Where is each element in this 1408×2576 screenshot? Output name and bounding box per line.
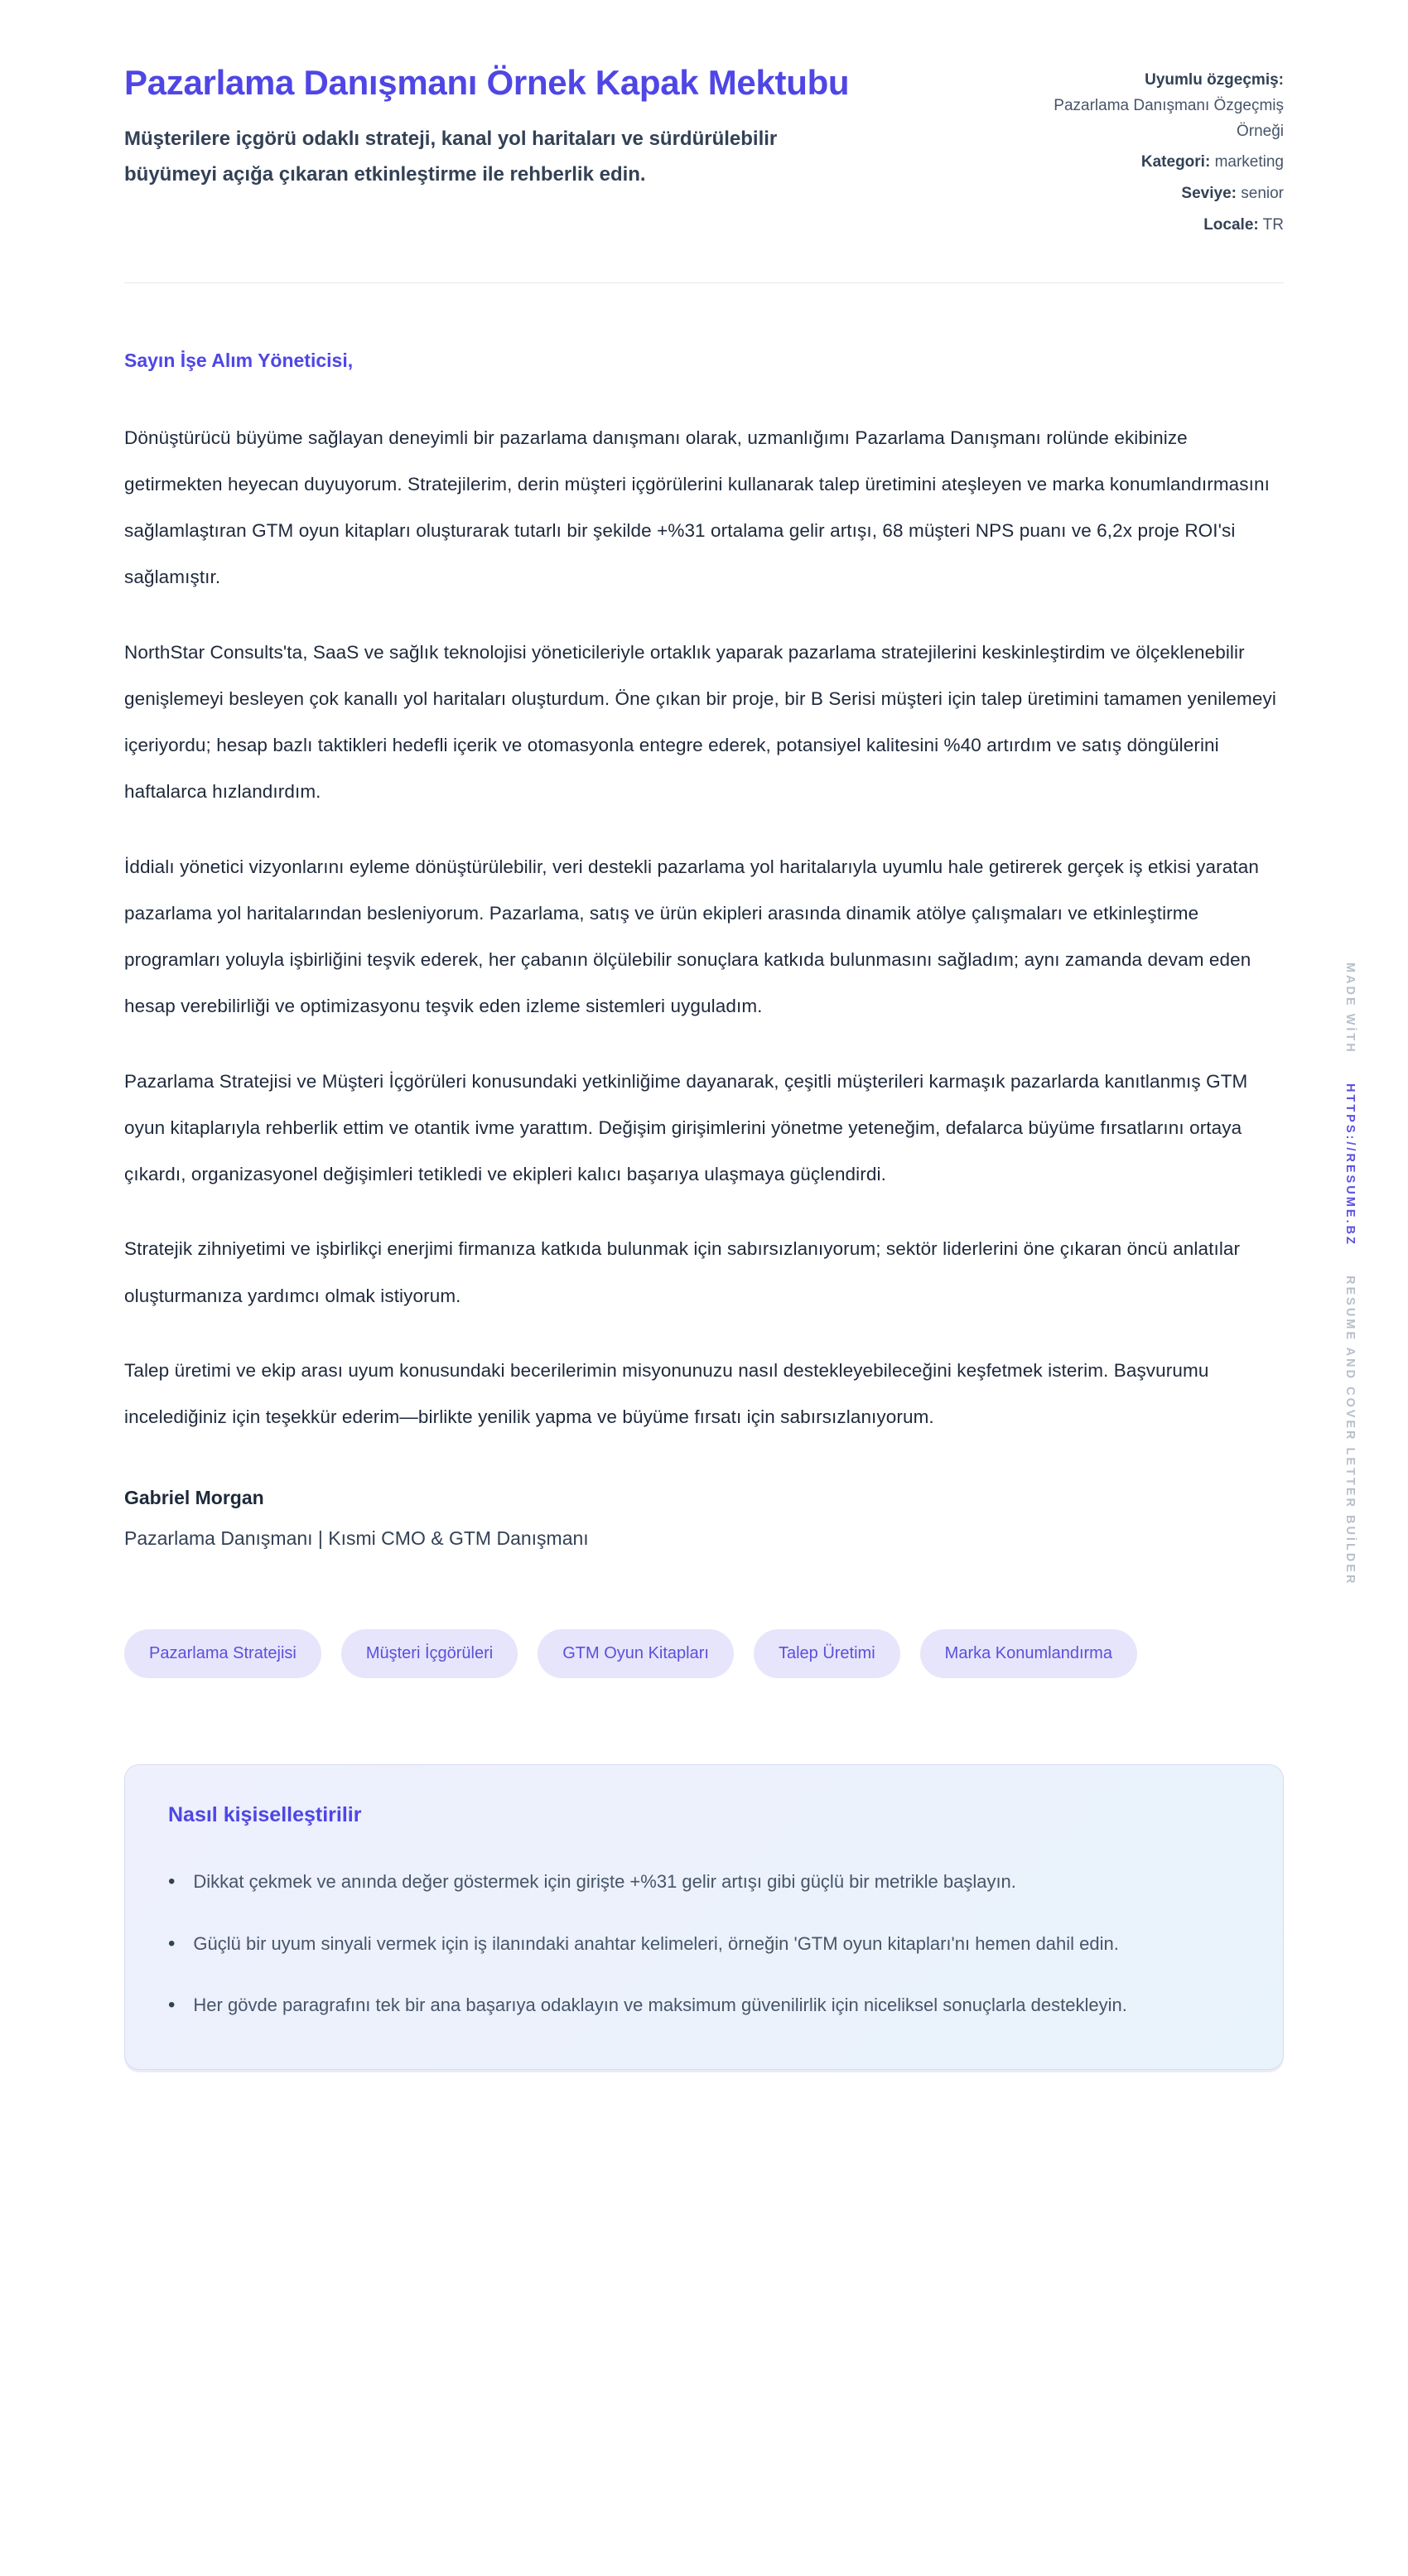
tag-pill-marka-konumlandirma[interactable]: Marka Konumlandırma: [920, 1629, 1137, 1678]
meta-locale-value: TR: [1262, 215, 1284, 234]
personalization-tips-box: [124, 1764, 1284, 2069]
meta-category-label: Kategori:: [1140, 153, 1211, 171]
meta-matching-resume-label: Uyumlu özgeçmiş:: [1145, 71, 1284, 89]
letter-paragraph: Pazarlama Stratejisi ve Müşteri İçgörüleri konusundaki yetkinliğime dayanarak, çeşitli müşterileri karmaşık pazarlarda kanıtlanmış GTM oyun kitaplarıyla rehberlik ettim ve otantik ivme yarattım. Değişim girişimlerini yönetme yeteneğim, defalarca büyüme fırsatlarını ortaya çıkardı, organizasyonel değişimleri tetikledi ve ekipleri kalıcı başarıya ulaşmaya güçlendirdi.: [124, 1070, 1248, 1185]
made-with-watermark: [1343, 951, 1357, 1597]
meta-locale: [1010, 213, 1284, 239]
meta-matching-resume-value[interactable]: Pazarlama Danışmanı Özgeçmiş Örneği: [1054, 96, 1284, 140]
tips-item-text: Dikkat çekmek ve anında değer göstermek için girişte +%31 gelir artışı gibi güçlü bir metrikle başlayın.: [193, 1871, 1016, 1893]
letter-greeting: Sayın İşe Alım Yöneticisi,: [124, 349, 354, 371]
header: [124, 60, 1284, 244]
tips-item: [168, 1985, 1145, 2025]
page-subtitle: Müşterilere içgörü odaklı strateji, kanal yol haritaları ve sürdürülebilir büyümeyi açığa çıkaran etkinleştirme ile rehberlik edin.: [124, 128, 778, 186]
tips-item-text: Her gövde paragrafını tek bir ana başarıya odaklayın ve maksimum güvenilirlik için niceliksel sonuçlarla destekleyin.: [193, 1995, 1127, 2016]
signature-name: Gabriel Morgan: [124, 1487, 264, 1509]
tips-title: Nasıl kişiselleştirilir: [168, 1803, 362, 1827]
letter-paragraph: İddialı yönetici vizyonlarını eyleme dönüştürülebilir, veri destekli pazarlama yol haritalarıyla uyumlu hale getirerek gerçek iş etkisi yaratan pazarlama yol haritalarından besleniyorum. Pazarlama, satış ve ürün ekipleri arasında dinamik atölye çalışmaları ve etkinleştirme programları yoluyla işbirliğini teşvik ederek, her çabanın ölçülebilir sonuçlara katkıda bulunmasını sağladım; aynı zamanda devam eden hesap verebilirliği ve optimizasyonu teşvik eden izleme sistemleri uyguladım.: [124, 856, 1259, 1017]
tag-pill-gtm-oyun-kitaplari[interactable]: GTM Oyun Kitapları: [538, 1629, 734, 1678]
meta-level-value: senior: [1241, 185, 1284, 203]
meta-level-label: Seviye:: [1181, 185, 1237, 203]
meta-panel: [1010, 60, 1284, 244]
bullet-icon: •: [168, 1932, 176, 1955]
tag-pill-pazarlama-stratejisi[interactable]: Pazarlama Stratejisi: [124, 1629, 321, 1678]
resume-bz-link[interactable]: HTTPS://RESUME.BZ: [1343, 1083, 1357, 1247]
tag-list: [124, 1629, 1284, 1678]
page-title: Pazarlama Danışmanı Örnek Kapak Mektubu: [124, 63, 850, 102]
meta-category: [1010, 150, 1284, 176]
cover-letter-body: [124, 350, 1284, 1551]
page-container: [124, 0, 1284, 2070]
tips-item-text: Güçlü bir uyum sinyali vermek için iş ilanındaki anahtar kelimeleri, örneğin 'GTM oyun kitapları'nı hemen dahil edin.: [193, 1932, 1119, 1954]
header-title-block: [124, 60, 849, 193]
letter-paragraph: Stratejik zihniyetimi ve işbirlikçi enerjimi firmanıza katkıda bulunmak için sabırsızlanıyorum; sektör liderlerini öne çıkaran öncü anlatılar oluşturmanıza yardımcı olmak istiyorum.: [124, 1238, 1241, 1306]
tag-pill-talep-uretimi[interactable]: Talep Üretimi: [754, 1629, 900, 1678]
letter-paragraph: Talep üretimi ve ekip arası uyum konusundaki becerilerimin misyonunuzu nasıl destekleyebileceğini keşfetmek isterim. Başvurumu incelediğiniz için teşekkür ederim—birlikte yenilik yapma ve büyüme fırsatı için sabırsızlanıyorum.: [124, 1359, 1209, 1428]
meta-level: [1010, 181, 1284, 207]
letter-paragraph: NorthStar Consults'ta, SaaS ve sağlık teknolojisi yöneticileriyle ortaklık yaparak pazarlama stratejilerini keskinleştirdim ve ölçeklenebilir genişlemeyi besleyen çok kanallı yol haritaları oluşturdum. Öne çıkan bir proje, bir B Serisi müşteri için talep üretimini tamamen yenilemeyi içeriyordu; hesap bazlı taktikleri hedefli içerik ve otomasyonla entegre ederek, potansiyel kalitesini %40 artırdım ve satış döngülerini haftalarca hızlandırdım.: [124, 641, 1276, 803]
bullet-icon: •: [168, 1870, 176, 1893]
watermark-suffix: RESUME AND COVER LETTER BUİLDER: [1343, 1275, 1357, 1586]
watermark-prefix: MADE WİTH: [1343, 962, 1357, 1054]
header-divider: [124, 282, 1284, 283]
bullet-icon: •: [168, 1994, 176, 2017]
tips-list: [168, 1862, 1240, 2025]
tips-item: [168, 1862, 1145, 1902]
meta-locale-label: Locale:: [1203, 215, 1259, 234]
signature-role: Pazarlama Danışmanı | Kısmi CMO & GTM Danışmanı: [124, 1527, 589, 1550]
tag-pill-musteri-icgoruleri[interactable]: Müşteri İçgörüleri: [341, 1629, 518, 1678]
tips-item: [168, 1924, 1145, 1964]
meta-matching-resume: [1010, 68, 1284, 144]
meta-category-value: marketing: [1214, 153, 1284, 171]
letter-paragraph: Dönüştürücü büyüme sağlayan deneyimli bir pazarlama danışmanı olarak, uzmanlığımı Pazarlama Danışmanı rolünde ekibinize getirmekten heyecan duyuyorum. Stratejilerim, derin müşteri içgörülerini kullanarak talep üretimini ateşleyen ve marka konumlandırmasını sağlamlaştıran GTM oyun kitapları oluşturarak tutarlı bir şekilde +%31 ortalama gelir artışı, 68 müşteri NPS puanı ve 6,2x proje ROI'si sağlamıştır.: [124, 427, 1270, 588]
signature-block: [124, 1487, 1284, 1550]
